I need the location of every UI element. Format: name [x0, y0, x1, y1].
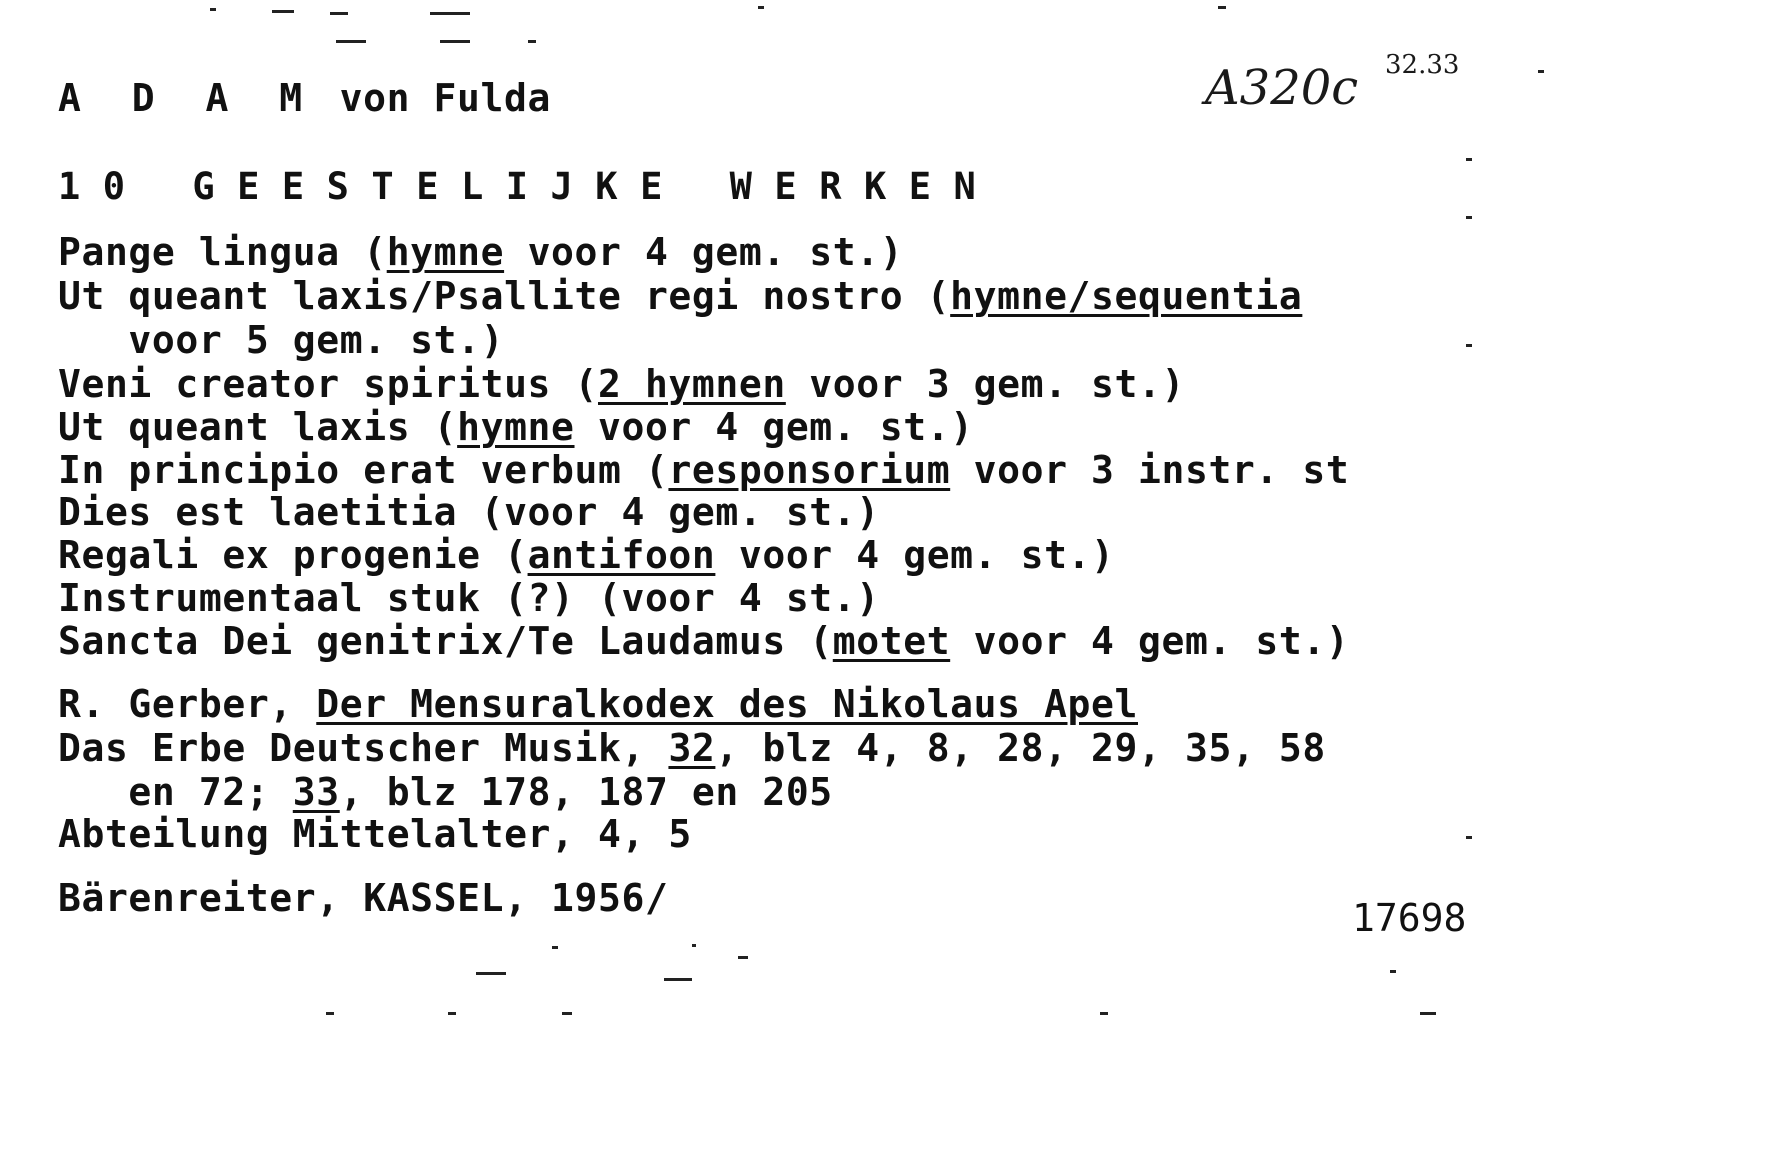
scan-speck — [476, 972, 506, 975]
reference-line: R. Gerber, Der Mensuralkodex des Nikolaus Apel — [58, 682, 1138, 726]
catalog-number: 17698 — [1352, 896, 1467, 940]
work-line: Sancta Dei genitrix/Te Laudamus (motet voor 4 gem. st.) — [58, 619, 1350, 663]
author-name: A D A M — [58, 76, 317, 120]
scan-speck — [336, 40, 366, 43]
scan-speck — [1466, 836, 1472, 839]
scan-speck — [326, 1012, 334, 1015]
scan-speck — [1466, 344, 1472, 347]
work-line: Dies est laetitia (voor 4 gem. st.) — [58, 490, 880, 534]
scan-speck — [330, 12, 348, 15]
author-suffix: von Fulda — [316, 76, 551, 120]
reference-line: Abteilung Mittelalter, 4, 5 — [58, 812, 692, 856]
scan-speck — [528, 40, 536, 43]
scan-speck — [738, 956, 748, 959]
author-heading — [58, 76, 551, 120]
scan-speck — [1420, 1012, 1436, 1015]
work-title: 10 GEESTELIJKE WERKEN — [58, 165, 999, 208]
scan-speck — [692, 944, 696, 947]
scan-speck — [1390, 970, 1396, 973]
scan-speck — [448, 1012, 456, 1015]
work-line: Instrumentaal stuk (?) (voor 4 st.) — [58, 576, 880, 620]
shelfmark-handwritten: A320c — [1205, 60, 1359, 116]
work-line: Pange lingua (hymne voor 4 gem. st.) — [58, 230, 904, 274]
scan-speck — [440, 40, 470, 43]
reference-line: Das Erbe Deutscher Musik, 32, blz 4, 8, 28, 29, 35, 58 — [58, 726, 1326, 770]
scan-speck — [1466, 158, 1472, 161]
scan-speck — [1466, 216, 1472, 219]
scan-speck — [1218, 6, 1226, 9]
scan-speck — [758, 6, 764, 9]
scan-speck — [562, 1012, 572, 1015]
publisher-line: Bärenreiter, KASSEL, 1956/ — [58, 876, 669, 920]
reference-line: en 72; 33, blz 178, 187 en 205 — [58, 770, 833, 814]
scan-speck — [1538, 70, 1544, 73]
scan-speck — [664, 978, 692, 981]
scan-speck — [430, 12, 470, 15]
work-line: voor 5 gem. st.) — [58, 318, 505, 362]
shelfmark-superscript: 32.33 — [1385, 50, 1460, 80]
work-line: Regali ex progenie (antifoon voor 4 gem. st.) — [58, 533, 1115, 577]
scan-speck — [272, 10, 294, 13]
work-line: Ut queant laxis/Psallite regi nostro (hymne/sequentia — [58, 274, 1303, 318]
work-line: In principio erat verbum (responsorium voor 3 instr. st — [58, 448, 1350, 492]
scan-speck — [552, 946, 558, 949]
work-line: Veni creator spiritus (2 hymnen voor 3 gem. st.) — [58, 362, 1185, 406]
scan-speck — [1100, 1012, 1108, 1015]
work-line: Ut queant laxis (hymne voor 4 gem. st.) — [58, 405, 974, 449]
scan-speck — [210, 8, 216, 11]
